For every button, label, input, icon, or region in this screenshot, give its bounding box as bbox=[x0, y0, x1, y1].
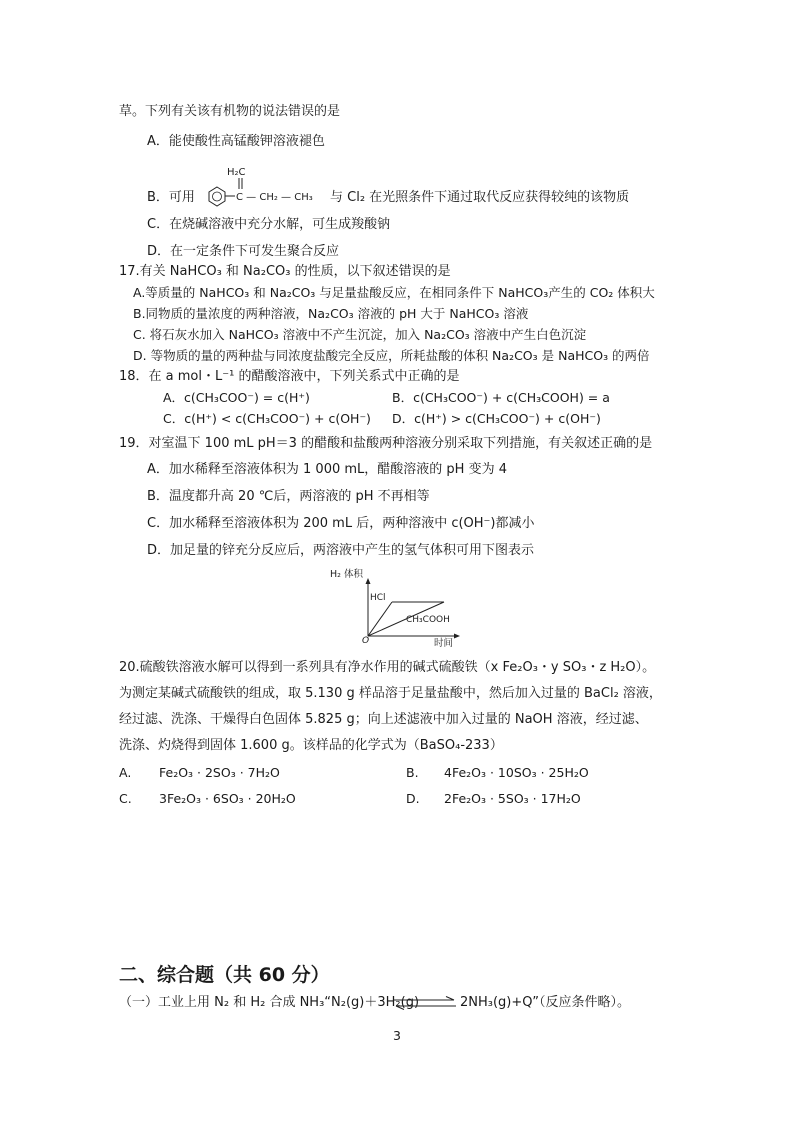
q17-option-c: C. 将石灰水加入 NaHCO₃ 溶液中不产生沉淀，加入 Na₂CO₃ 溶液中产生白色沉淀 bbox=[133, 327, 587, 342]
x-axis-label: 时间 bbox=[434, 638, 454, 648]
q16-structure-figure bbox=[200, 164, 330, 208]
q16-option-a: A．能使酸性高锰酸钾溶液褪色 bbox=[147, 134, 325, 149]
q20-option-d: 2Fe₂O₃ · 5SO₃ · 17H₂O bbox=[444, 791, 581, 806]
q19-option-c: C．加水稀释至溶液体积为 200 mL 后，两种溶液中 c(OH⁻)都减小 bbox=[147, 516, 535, 531]
q17-stem: 17.有关 NaHCO₃ 和 Na₂CO₃ 的性质，以下叙述错误的是 bbox=[119, 264, 451, 279]
q20-option-c: 3Fe₂O₃ · 6SO₃ · 20H₂O bbox=[159, 791, 296, 806]
q20-option-d-label: D. bbox=[406, 791, 420, 806]
section-2-title: 二、综合题（共 60 分） bbox=[119, 964, 330, 986]
q19-option-d: D．加足量的锌充分反应后，两溶液中产生的氢气体积可用下图表示 bbox=[147, 543, 535, 558]
benzene-ring bbox=[209, 187, 225, 206]
q19-hydrogen-volume-graph bbox=[328, 562, 466, 648]
q20-line-3: 经过滤、洗涤、干燥得白色固体 5.825 g；向上述滤液中加入过量的 NaOH 溶液，经过滤、 bbox=[119, 712, 648, 727]
origin-label: O bbox=[362, 636, 370, 646]
q17-option-d: D. 等物质的量的两种盐与同浓度盐酸完全反应，所耗盐酸的体积 Na₂CO₃ 是 NaHCO₃ 的两倍 bbox=[133, 348, 650, 363]
equilibrium-arrow-icon bbox=[392, 996, 458, 1010]
q20-line-4: 洗涤、灼烧得到固体 1.600 g。该样品的化学式为（BaSO₄-233） bbox=[119, 738, 503, 753]
q20-line-1: 20.硫酸铁溶液水解可以得到一系列具有净水作用的碱式硫酸铁（x Fe₂O₃・y SO₃・z H₂O）。 bbox=[119, 660, 656, 675]
y-axis-arrow bbox=[366, 578, 371, 584]
q19-option-a: A．加水稀释至溶液体积为 1 000 mL，醋酸溶液的 pH 变为 4 bbox=[147, 462, 507, 477]
ch3cooh-label: CH₃COOH bbox=[406, 615, 450, 625]
y-axis-label: H₂ 体积 bbox=[330, 569, 363, 580]
q20-option-a: Fe₂O₃ · 2SO₃ · 7H₂O bbox=[159, 765, 280, 780]
q18-stem: 18．在 a mol・L⁻¹ 的醋酸溶液中，下列关系式中正确的是 bbox=[119, 369, 460, 384]
q20-line-2: 为测定某碱式硫酸铁的组成，取 5.130 g 样品溶于足量盐酸中，然后加入过量的 BaCl₂ 溶液， bbox=[119, 686, 662, 701]
section-2-intro-suffix: 2NH₃(g)+Q”（反应条件略）。 bbox=[460, 995, 631, 1010]
q16-option-d: D．在一定条件下可发生聚合反应 bbox=[147, 244, 340, 259]
q20-option-b: 4Fe₂O₃ · 10SO₃ · 25H₂O bbox=[444, 765, 589, 780]
q17-option-b: B.同物质的量浓度的两种溶液，Na₂CO₃ 溶液的 pH 大于 NaHCO₃ 溶液 bbox=[133, 306, 529, 321]
q16-stem-tail: 草。下列有关该有机物的说法错误的是 bbox=[119, 104, 341, 119]
q20-option-b-label: B. bbox=[406, 765, 419, 780]
q18-option-d: D．c(H⁺) > c(CH₃COO⁻) + c(OH⁻) bbox=[392, 411, 601, 426]
x-axis-arrow bbox=[454, 634, 460, 639]
q18-option-c: C．c(H⁺) < c(CH₃COO⁻) + c(OH⁻) bbox=[163, 411, 371, 426]
q16-option-b-prefix: B．可用 bbox=[147, 190, 195, 205]
q16-option-c: C．在烧碱溶液中充分水解，可生成羧酸钠 bbox=[147, 217, 391, 232]
struct-h2c: H₂C bbox=[227, 167, 246, 178]
benzene-circle bbox=[213, 192, 222, 201]
q20-option-a-label: A. bbox=[119, 765, 132, 780]
q17-option-a: A.等质量的 NaHCO₃ 和 Na₂CO₃ 与足量盐酸反应，在相同条件下 NaHCO₃产生的 CO₂ 体积大 bbox=[133, 285, 655, 300]
hcl-label: HCl bbox=[370, 593, 386, 603]
q18-option-a: A．c(CH₃COO⁻) = c(H⁺) bbox=[163, 390, 310, 405]
section-2-intro-prefix: （一）工业上用 N₂ 和 H₂ 合成 NH₃“N₂(g)＋3H₂(g) bbox=[119, 995, 420, 1010]
q19-option-b: B．温度都升高 20 ℃后，两溶液的 pH 不再相等 bbox=[147, 489, 430, 504]
q20-option-c-label: C. bbox=[119, 791, 132, 806]
q16-option-b-suffix: 与 Cl₂ 在光照条件下通过取代反应获得较纯的该物质 bbox=[330, 190, 630, 205]
q19-stem: 19．对室温下 100 mL pH＝3 的醋酸和盐酸两种溶液分别采取下列措施，有关叙述正确的是 bbox=[119, 436, 653, 451]
struct-chain: C — CH₂ — CH₃ bbox=[236, 192, 313, 203]
q18-option-b: B．c(CH₃COO⁻) + c(CH₃COOH) = a bbox=[392, 390, 610, 405]
page-number: 3 bbox=[393, 1028, 401, 1043]
